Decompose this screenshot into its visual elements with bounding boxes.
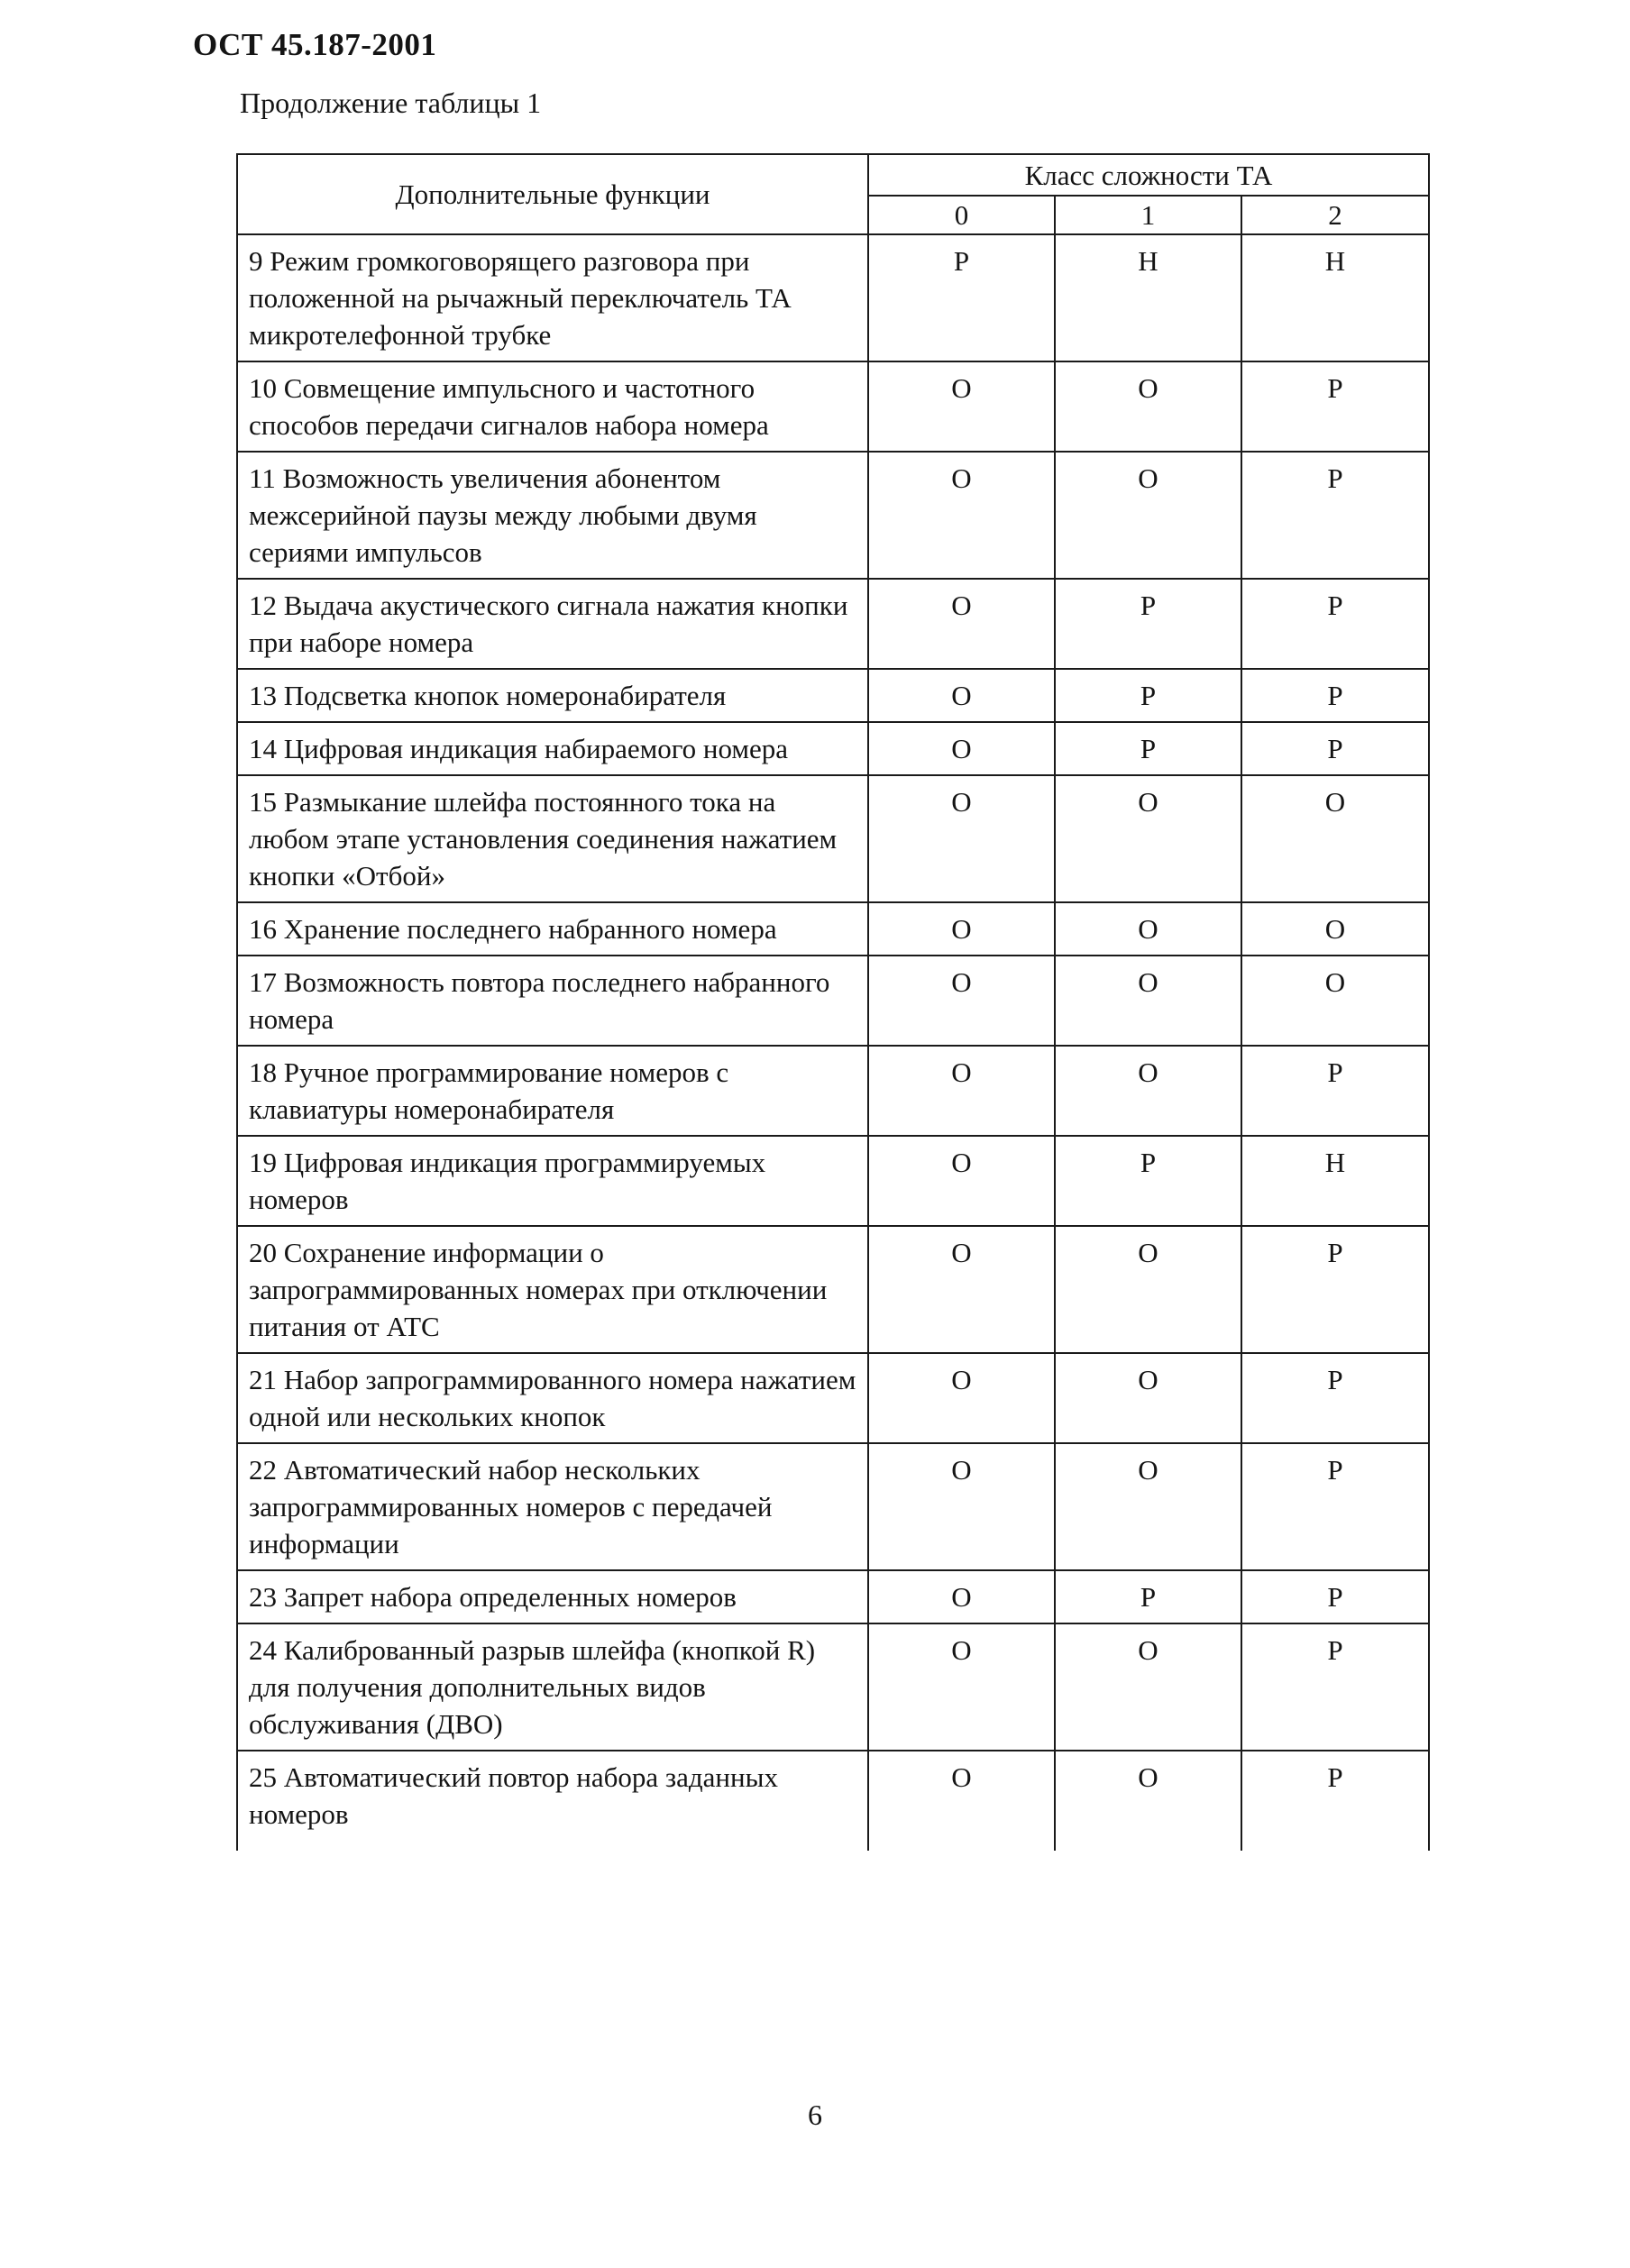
table-row [237, 361, 1429, 452]
class-1-value: Р [1055, 669, 1241, 722]
class-0-value: О [868, 1570, 1055, 1623]
class-2-value: О [1241, 902, 1429, 956]
function-cell: 21 Набор запрограммированного номера нажатием одной или нескольких кнопок [237, 1353, 868, 1443]
class-1-value: О [1055, 956, 1241, 1046]
class-0-value: О [868, 361, 1055, 452]
function-cell: 18 Ручное программирование номеров с клавиатуры номеронабирателя [237, 1046, 868, 1136]
column-header-functions: Дополнительные функции [237, 154, 868, 234]
class-0-value: О [868, 956, 1055, 1046]
class-number-0: 0 [868, 196, 1055, 234]
table-row [237, 1136, 1429, 1226]
class-2-value: О [1241, 775, 1429, 902]
class-1-value: О [1055, 1443, 1241, 1570]
function-cell: 11 Возможность увеличения абонентом межсерийной паузы между любыми двумя сериями импульсов [237, 452, 868, 579]
class-1-value: О [1055, 1623, 1241, 1751]
class-0-value: О [868, 1353, 1055, 1443]
class-2-value: Р [1241, 361, 1429, 452]
table-row [237, 1353, 1429, 1443]
function-cell: 22 Автоматический набор нескольких запрограммированных номеров с передачей информации [237, 1443, 868, 1570]
class-2-value: Р [1241, 1226, 1429, 1353]
table-row [237, 722, 1429, 775]
class-2-value: Р [1241, 579, 1429, 669]
class-0-value: О [868, 1751, 1055, 1851]
table-row [237, 234, 1429, 361]
class-1-value: О [1055, 1353, 1241, 1443]
class-2-value: Р [1241, 1623, 1429, 1751]
document-code: ОСТ 45.187-2001 [193, 27, 437, 62]
class-0-value: О [868, 579, 1055, 669]
class-1-value: О [1055, 1226, 1241, 1353]
class-2-value: Р [1241, 1046, 1429, 1136]
functions-table [236, 153, 1430, 1851]
class-1-value: О [1055, 1751, 1241, 1851]
class-0-value: Р [868, 234, 1055, 361]
class-0-value: О [868, 1623, 1055, 1751]
table-row [237, 1570, 1429, 1623]
function-cell: 12 Выдача акустического сигнала нажатия кнопки при наборе номера [237, 579, 868, 669]
class-1-value: Н [1055, 234, 1241, 361]
class-number-1: 1 [1055, 196, 1241, 234]
class-1-value: О [1055, 452, 1241, 579]
column-header-complexity-class: Класс сложности ТА [868, 154, 1429, 196]
class-1-value: Р [1055, 579, 1241, 669]
table-row [237, 1751, 1429, 1851]
class-0-value: О [868, 1136, 1055, 1226]
function-cell: 16 Хранение последнего набранного номера [237, 902, 868, 956]
class-1-value: О [1055, 361, 1241, 452]
function-cell: 24 Калиброванный разрыв шлейфа (кнопкой R) для получения дополнительных видов обслуживания (ДВО) [237, 1623, 868, 1751]
function-cell: 10 Совмещение импульсного и частотного способов передачи сигналов набора номера [237, 361, 868, 452]
class-number-2: 2 [1241, 196, 1429, 234]
table-continuation-label: Продолжение таблицы 1 [240, 87, 542, 119]
class-2-value: О [1241, 956, 1429, 1046]
class-1-value: Р [1055, 722, 1241, 775]
table-row [237, 956, 1429, 1046]
class-0-value: О [868, 452, 1055, 579]
table-row [237, 775, 1429, 902]
function-cell: 19 Цифровая индикация программируемых номеров [237, 1136, 868, 1226]
class-2-value: Р [1241, 1751, 1429, 1851]
table-row [237, 1623, 1429, 1751]
function-cell: 13 Подсветка кнопок номеронабирателя [237, 669, 868, 722]
class-0-value: О [868, 1226, 1055, 1353]
table-row [237, 452, 1429, 579]
class-2-value: Р [1241, 1443, 1429, 1570]
table-row [237, 1046, 1429, 1136]
class-1-value: О [1055, 902, 1241, 956]
class-1-value: О [1055, 1046, 1241, 1136]
table-row [237, 1226, 1429, 1353]
table-row [237, 902, 1429, 956]
class-0-value: О [868, 1046, 1055, 1136]
class-2-value: Н [1241, 234, 1429, 361]
table-row [237, 669, 1429, 722]
class-0-value: О [868, 902, 1055, 956]
table-body [237, 234, 1429, 1851]
page-number: 6 [808, 2099, 822, 2131]
table-header-row [237, 154, 1429, 196]
class-2-value: Н [1241, 1136, 1429, 1226]
class-2-value: Р [1241, 669, 1429, 722]
class-2-value: Р [1241, 1353, 1429, 1443]
function-cell: 23 Запрет набора определенных номеров [237, 1570, 868, 1623]
class-0-value: О [868, 775, 1055, 902]
class-2-value: Р [1241, 722, 1429, 775]
class-0-value: О [868, 669, 1055, 722]
class-0-value: О [868, 1443, 1055, 1570]
function-cell: 17 Возможность повтора последнего набранного номера [237, 956, 868, 1046]
table-row [237, 579, 1429, 669]
function-cell: 25 Автоматический повтор набора заданных номеров [237, 1751, 868, 1851]
class-2-value: Р [1241, 452, 1429, 579]
class-1-value: О [1055, 775, 1241, 902]
function-cell: 20 Сохранение информации о запрограммированных номерах при отключении питания от АТС [237, 1226, 868, 1353]
function-cell: 14 Цифровая индикация набираемого номера [237, 722, 868, 775]
class-1-value: Р [1055, 1136, 1241, 1226]
class-2-value: Р [1241, 1570, 1429, 1623]
function-cell: 15 Размыкание шлейфа постоянного тока на любом этапе установления соединения нажатием кнопки «Отбой» [237, 775, 868, 902]
class-1-value: Р [1055, 1570, 1241, 1623]
function-cell: 9 Режим громкоговорящего разговора при положенной на рычажный переключатель ТА микротелефонной трубке [237, 234, 868, 361]
table-row [237, 1443, 1429, 1570]
class-0-value: О [868, 722, 1055, 775]
